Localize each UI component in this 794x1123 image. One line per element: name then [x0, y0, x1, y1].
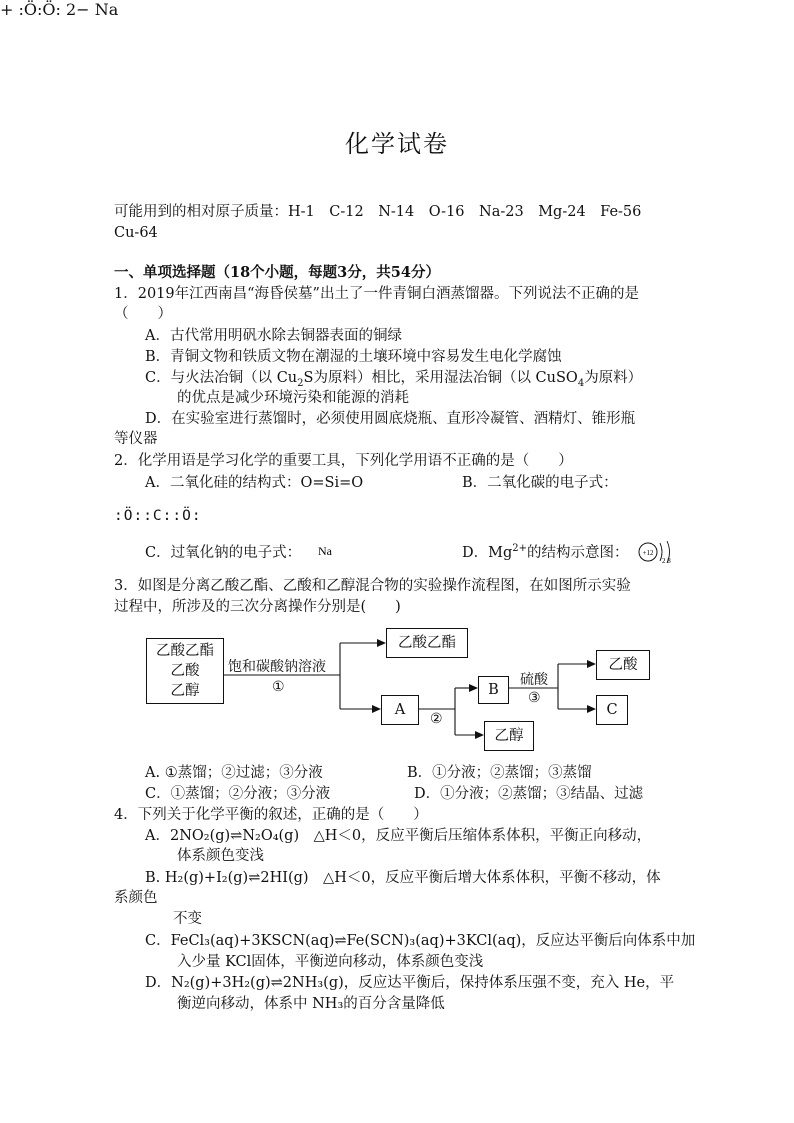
q4-option-d-cont: 衡逆向移动，体系中 NH₃的百分含量降低 — [177, 996, 445, 1012]
q3-option-b: B．①分液；②蒸馏；③蒸馏 — [407, 765, 592, 781]
ethyl-acetate-box: 乙酸乙酯 — [386, 628, 468, 658]
q1-option-d: D．在实验室进行蒸馏时，必须使用圆底烧瓶、直形冷凝管、酒精灯、锥形瓶 — [145, 411, 636, 427]
q1-option-b: B．青铜文物和铁质文物在潮湿的土壤环境中容易发生电化学腐蚀 — [145, 349, 562, 365]
q3-option-a: A. ①蒸馏；②过滤；③分液 — [145, 765, 323, 781]
q2-option-a: A．二氧化硅的结构式：O=Si=O — [145, 475, 364, 491]
reagent-sulfuric-acid: 硫酸 — [520, 672, 548, 688]
q3-stem: 3．如图是分离乙酸乙酯、乙酸和乙醇混合物的实验操作流程图，在如图所示实验 — [114, 578, 631, 594]
q4-option-b-cont: 系颜色 — [114, 890, 158, 906]
ethanol-box: 乙醇 — [484, 721, 534, 751]
reagent-sodium-carbonate: 饱和碳酸钠溶液 — [228, 659, 326, 675]
mixture-box: 乙酸乙酯 乙酸 乙醇 — [146, 638, 224, 704]
atomic-masses-cont: Cu-64 — [114, 225, 158, 241]
q1-option-d-cont: 等仪器 — [114, 431, 158, 447]
q1-option-c: C．与火法冶铜（以 $Cu_2S$为原料）相比，采用湿法冶铜（以 CuSO$_4$为原料） — [145, 370, 643, 389]
q2-option-b: B．二氧化碳的电子式： — [462, 475, 618, 491]
page-title: 化学试卷 — [345, 130, 449, 158]
q4-stem: 4．下列关于化学平衡的叙述，正确的是（ ） — [114, 807, 428, 823]
q1-option-c-cont: 的优点是减少环境污染和能源的消耗 — [177, 390, 409, 406]
acetic-acid-box: 乙酸 — [596, 650, 650, 680]
q3-option-d: D．①分液；②蒸馏；③结晶、过滤 — [414, 786, 644, 802]
q1-option-a: A．古代常用明矾水除去铜器表面的铜绿 — [145, 328, 402, 344]
q2-option-c: C．过氧化钠的电子式： — [145, 545, 302, 561]
box-b: B — [478, 676, 509, 704]
section-heading: 一、单项选择题（18个小题，每题3分，共54分） — [114, 264, 440, 281]
q2-stem: 2．化学用语是学习化学的重要工具，下列化学用语不正确的是（ ） — [114, 453, 573, 469]
q4-option-a-cont: 体系颜色变浅 — [177, 848, 264, 864]
atomic-masses: 可能用到的相对原子质量：H-1 C-12 N-14 O-16 Na-23 Mg-24 Fe-56 — [114, 204, 642, 220]
q1-stem-bracket: （ ） — [114, 306, 172, 322]
q4-option-d: D．N₂(g)+3H₂(g)⇌2NH₃(g)，反应达平衡后，保持体系压强不变，充入 He，平 — [145, 975, 675, 991]
box-a: A — [381, 695, 419, 725]
step-3-label: ③ — [528, 690, 541, 706]
svg-text:Na: Na — [318, 544, 332, 558]
q4-option-c-cont: 入少量 KCl固体，平衡逆向移动，体系颜色变浅 — [177, 954, 484, 970]
step-2-label: ② — [430, 711, 443, 727]
q3-stem-cont: 过程中，所涉及的三次分离操作分别是( ) — [114, 599, 401, 615]
box-c: C — [596, 695, 628, 725]
q1-stem: 1．2019年江西南昌“海昏侯墓”出土了一件青铜白酒蒸馏器。下列说法不正确的是 — [114, 286, 639, 302]
mg-nucleus-label: +12 — [642, 549, 654, 557]
q2-option-d: D．$Mg^{2+}$的结构示意图： — [462, 543, 629, 561]
q4-option-c: C．FeCl₃(aq)+3KSCN(aq)⇌Fe(SCN)₃(aq)+3KCl(aq)，反应达平衡后向体系中加 — [145, 933, 696, 949]
mg-shell-electrons: 2 8 — [662, 557, 671, 565]
step-1-label: ① — [272, 679, 285, 695]
co2-electron-formula: :Ö::C::Ö: — [114, 508, 202, 524]
q4-option-b: B. H₂(g)+I₂(g)⇌2HI(g) △H＜0，反应平衡后增大体系体积，平衡不移动，体 — [145, 870, 661, 886]
q3-option-c: C．①蒸馏；②分液；③分液 — [145, 786, 331, 802]
q4-option-b-cont2: 不变 — [173, 911, 202, 927]
q4-option-a: A．2NO₂(g)⇌N₂O₄(g) △H＜0，反应平衡后压缩体系体积，平衡正向移动， — [145, 828, 652, 844]
